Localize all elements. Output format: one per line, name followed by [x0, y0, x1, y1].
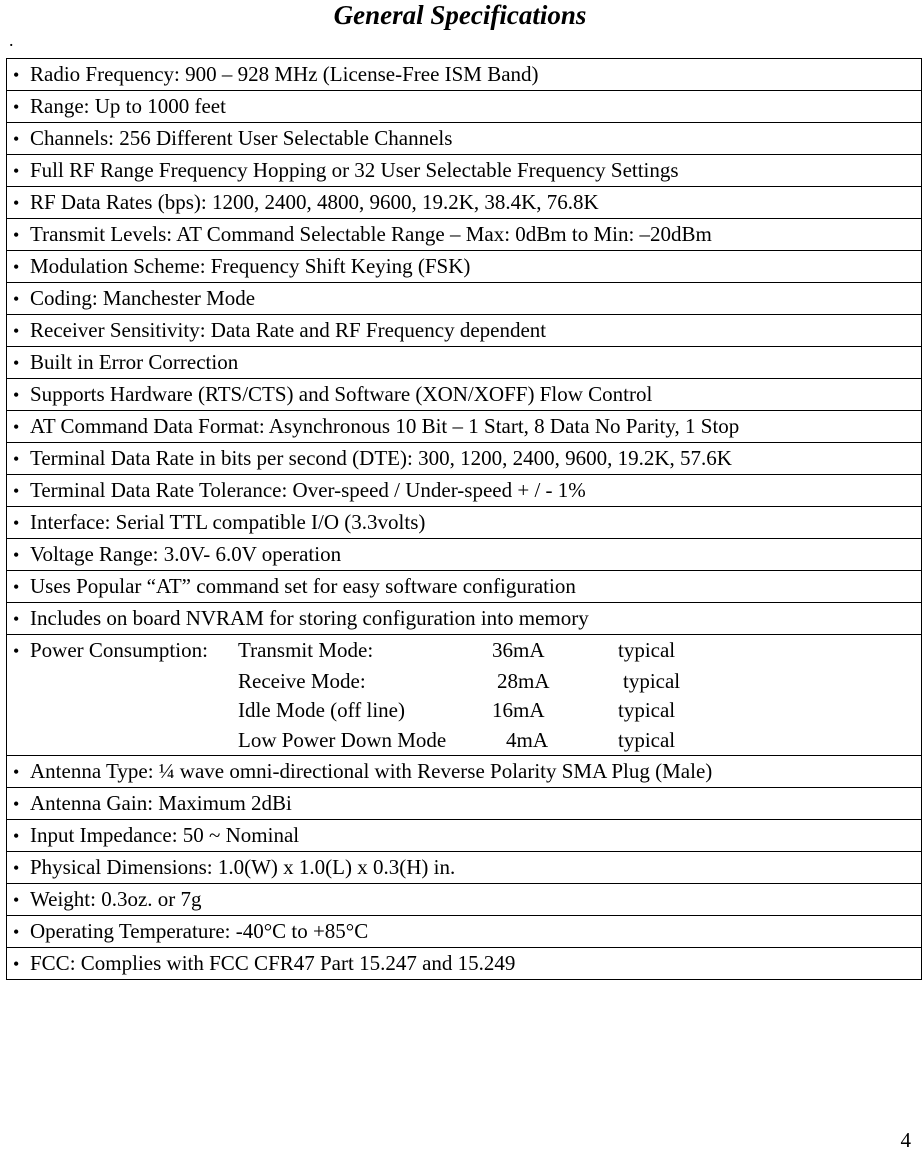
spec-row-data-format — [7, 411, 922, 443]
spec-row-input-impedance — [7, 820, 922, 852]
bullet-icon: • — [13, 609, 20, 629]
spec-text: RF Data Rates (bps): 1200, 2400, 4800, 9600, 19.2K, 38.4K, 76.8K — [30, 190, 599, 214]
spec-row-transmit-levels — [7, 219, 922, 251]
power-mode: Receive Mode: — [238, 668, 366, 693]
spec-row-radio-frequency — [7, 59, 922, 91]
spec-text: Radio Frequency: 900 – 928 MHz (License-Free ISM Band) — [30, 62, 539, 86]
bullet-icon: • — [13, 449, 20, 469]
bullet-icon: • — [13, 826, 20, 846]
power-note: typical — [623, 668, 681, 693]
bullet-icon: • — [13, 385, 20, 405]
power-mode: Low Power Down Mode — [238, 727, 447, 752]
power-spacer — [13, 696, 238, 726]
spec-row-at-command-set — [7, 571, 922, 603]
spec-text: Includes on board NVRAM for storing configuration into memory — [30, 606, 589, 630]
spec-text: Operating Temperature: -40°C to +85°C — [30, 919, 369, 943]
spec-text: Coding: Manchester Mode — [30, 286, 256, 310]
spec-text: Transmit Levels: AT Command Selectable Range – Max: 0dBm to Min: –20dBm — [30, 222, 712, 246]
bullet-icon: • — [13, 321, 20, 341]
spec-row-frequency-hopping — [7, 155, 922, 187]
spec-text: Supports Hardware (RTS/CTS) and Software (XON/XOFF) Flow Control — [30, 382, 653, 406]
bullet-icon: • — [13, 794, 20, 814]
power-consumption-grid — [13, 636, 921, 755]
bullet-icon: • — [13, 417, 20, 437]
spec-row-rf-data-rates — [7, 187, 922, 219]
page-title: General Specifications — [333, 0, 587, 30]
spec-text: Antenna Type: ¼ wave omni-directional with Reverse Polarity SMA Plug (Male) — [30, 759, 713, 783]
spec-text: Antenna Gain: Maximum 2dBi — [30, 791, 292, 815]
spec-text: Built in Error Correction — [30, 350, 239, 374]
spec-text: Modulation Scheme: Frequency Shift Keying (FSK) — [30, 254, 471, 278]
power-value: 16mA — [492, 698, 545, 722]
bullet-icon: • — [13, 225, 20, 245]
spec-text: Weight: 0.3oz. or 7g — [30, 887, 202, 911]
spec-text: Range: Up to 1000 feet — [30, 94, 226, 118]
spec-row-error-correction — [7, 347, 922, 379]
bullet-icon: • — [13, 193, 20, 213]
spec-row-receiver-sensitivity — [7, 315, 922, 347]
stray-period: . — [9, 30, 14, 50]
spec-row-antenna-type — [7, 756, 922, 788]
spec-text: Receiver Sensitivity: Data Rate and RF Frequency dependent — [30, 318, 547, 342]
spec-text: Input Impedance: 50 ~ Nominal — [30, 823, 300, 847]
spec-row-operating-temperature — [7, 916, 922, 948]
spec-row-nvram — [7, 603, 922, 635]
power-note: typical — [618, 638, 676, 662]
power-value: 36mA — [492, 638, 545, 662]
spec-row-channels — [7, 123, 922, 155]
power-value: 28mA — [497, 668, 550, 693]
spec-text: AT Command Data Format: Asynchronous 10 Bit – 1 Start, 8 Data No Parity, 1 Stop — [30, 414, 740, 438]
power-value: 4mA — [506, 727, 548, 752]
spec-text: Voltage Range: 3.0V- 6.0V operation — [30, 542, 342, 566]
bullet-icon: • — [13, 858, 20, 878]
spec-text: Terminal Data Rate in bits per second (DTE): 300, 1200, 2400, 9600, 19.2K, 57.6K — [30, 446, 732, 470]
bullet-icon: • — [13, 289, 20, 309]
spec-text: Terminal Data Rate Tolerance: Over-speed / Under-speed + / - 1% — [30, 478, 586, 502]
spec-table — [6, 58, 922, 980]
bullet-icon: • — [13, 65, 20, 85]
spec-row-antenna-gain — [7, 788, 922, 820]
bullet-icon: • — [13, 513, 20, 533]
page-number: 4 — [900, 1128, 911, 1152]
bullet-icon: • — [13, 762, 20, 782]
power-note: typical — [618, 698, 676, 722]
spec-row-rate-tolerance — [7, 475, 922, 507]
bullet-icon: • — [13, 129, 20, 149]
bullet-icon: • — [13, 577, 20, 597]
bullet-icon: • — [13, 545, 20, 565]
spec-row-modulation — [7, 251, 922, 283]
spec-text: Channels: 256 Different User Selectable Channels — [30, 126, 453, 150]
bullet-icon: • — [13, 257, 20, 277]
bullet-icon: • — [13, 954, 20, 974]
spec-text: Full RF Range Frequency Hopping or 32 User Selectable Frequency Settings — [30, 158, 679, 182]
power-mode: Transmit Mode: — [238, 638, 374, 662]
power-label: • Power Consumption: — [13, 636, 238, 667]
bullet-icon: • — [13, 641, 20, 661]
power-spacer — [13, 726, 238, 756]
bullet-icon: • — [13, 97, 20, 117]
spec-text: Physical Dimensions: 1.0(W) x 1.0(L) x 0.3(H) in. — [30, 855, 456, 879]
spec-row-terminal-data-rate — [7, 443, 922, 475]
spec-row-power-consumption — [7, 635, 922, 756]
spec-row-fcc — [7, 948, 922, 980]
spec-row-range — [7, 91, 922, 123]
bullet-icon: • — [13, 161, 20, 181]
spec-row-weight — [7, 884, 922, 916]
spec-text: Uses Popular “AT” command set for easy software configuration — [30, 574, 576, 598]
spec-text: Interface: Serial TTL compatible I/O (3.3volts) — [30, 510, 426, 534]
spec-row-physical-dimensions — [7, 852, 922, 884]
spec-row-flow-control — [7, 379, 922, 411]
spec-row-coding — [7, 283, 922, 315]
spec-text: FCC: Complies with FCC CFR47 Part 15.247 and 15.249 — [30, 951, 516, 975]
power-note: typical — [618, 727, 676, 752]
power-spacer — [13, 667, 238, 697]
bullet-icon: • — [13, 890, 20, 910]
bullet-icon: • — [13, 353, 20, 373]
power-mode: Idle Mode (off line) — [238, 698, 405, 722]
spec-row-voltage-range — [7, 539, 922, 571]
bullet-icon: • — [13, 922, 20, 942]
spec-row-interface — [7, 507, 922, 539]
bullet-icon: • — [13, 481, 20, 501]
